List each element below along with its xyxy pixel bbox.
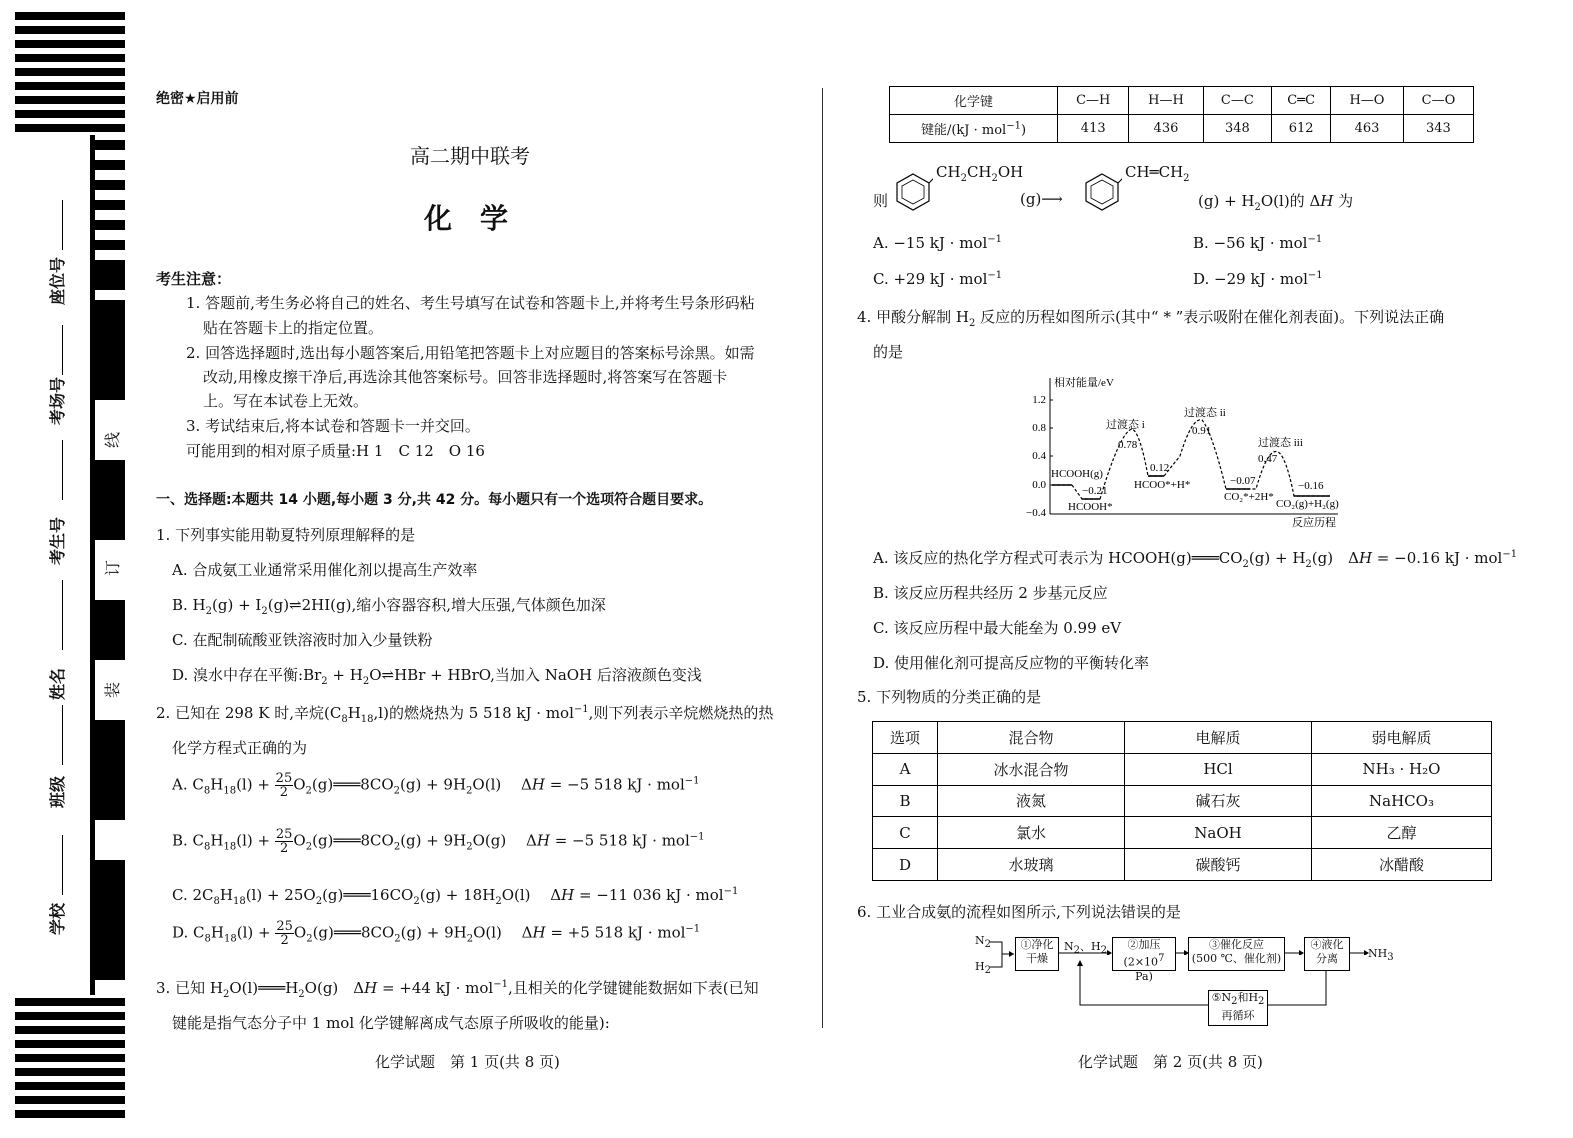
intermediate-label: HCOO*+H*: [1134, 479, 1191, 491]
table-cell: 碱石灰: [1125, 785, 1312, 817]
substituent-ethanol: $CH_2CH_2OH$: [936, 163, 1024, 184]
table-header-cell: 弱电解质: [1312, 722, 1492, 754]
y-tick-label: 0.4: [1032, 450, 1046, 462]
q3-option-c: C. +29 kJ · mol$^{-1}$: [873, 270, 1003, 288]
q3-option-a-text: A. −15 kJ · mol: [873, 234, 988, 252]
table-header-cell: C—H: [1058, 87, 1129, 115]
q3-option-c-text: C. +29 kJ · mol: [873, 270, 988, 288]
q2-stem-text: 2. 已知在 298 K 时,辛烷(C: [156, 704, 342, 722]
reaction-arrow: (g)⟶: [1020, 190, 1063, 208]
field-line: [62, 440, 63, 500]
name-label: 姓名: [48, 667, 67, 700]
class-label: 班级: [48, 775, 67, 808]
table-cell: 436: [1129, 115, 1203, 143]
x-axis-label: 反应历程: [1292, 517, 1336, 529]
q4-option-c: C. 该反应历程中最大能垒为 0.99 eV: [873, 619, 1122, 637]
ts1-value: 0.78: [1118, 439, 1138, 451]
substituent-vinyl: $CH═CH_2$: [1125, 163, 1190, 184]
ts2-value: 0.91: [1192, 425, 1212, 437]
notice-line: 2. 回答选择题时,选出每小题答案后,用铅笔把答题卡上对应题目的答案标号涂黑。如需: [186, 344, 755, 362]
table-cell: NaHCO₃: [1312, 785, 1492, 817]
y-tick-label: −0.4: [1026, 507, 1046, 519]
y-axis-label: 相对能量/eV: [1054, 377, 1114, 389]
table-cell: 氯水: [938, 817, 1125, 849]
q1-option-c: C. 在配制硫酸亚铁溶液时加入少量铁粉: [172, 631, 433, 649]
table-cell: 413: [1058, 115, 1129, 143]
candidate-number-label: 考生号: [48, 516, 67, 565]
notice-line: 3. 考试结束后,将本试卷和答题卡一并交回。: [186, 417, 480, 435]
recycle-box: $⑤N_2$和$H_2$ 再循环: [1208, 990, 1268, 1026]
table-cell: 乙醇: [1312, 817, 1492, 849]
table-row: [890, 87, 1474, 115]
separate-label: 分离: [1316, 952, 1338, 965]
recycle-loop-arrow: [1072, 960, 1334, 1010]
feed-h2: $H_2$: [975, 960, 991, 977]
field-line: [62, 580, 63, 650]
q3-option-d-text: D. −29 kJ · mol: [1193, 270, 1308, 288]
product-nh3: $NH_3$: [1368, 947, 1394, 964]
table-header-cell: 混合物: [938, 722, 1125, 754]
reaction-suffix: $(g) + H_2O(l)$的 ΔH 为: [1198, 192, 1354, 213]
table-cell: B: [873, 785, 938, 817]
field-line: [62, 835, 63, 895]
table-row: [873, 817, 1492, 849]
reaction-label: ③催化反应: [1209, 938, 1264, 951]
notice-title: 考生注意：: [156, 270, 232, 288]
table-row: [873, 785, 1492, 817]
table-row: [873, 722, 1492, 754]
table-header-cell: C—C: [1203, 87, 1272, 115]
table-cell: 348: [1203, 115, 1272, 143]
reactant-label: HCOOH(g): [1051, 468, 1103, 480]
page-1-footer: 化学试题 第 1 页(共 8 页): [375, 1053, 560, 1071]
table-header-cell: 化学键: [890, 87, 1058, 115]
table-cell: 冰水混合物: [938, 753, 1125, 785]
field-line: [62, 200, 63, 250]
section-heading: 一、选择题:本题共 14 小题,每小题 3 分,共 42 分。每小题只有一个选项符合题目要求。: [156, 492, 713, 508]
table-cell: 水玻璃: [938, 849, 1125, 881]
ts2-label: 过渡态 ii: [1184, 407, 1226, 419]
table-row: [873, 753, 1492, 785]
subject-title: 化 学: [424, 202, 509, 235]
table-header-cell: C═C: [1272, 87, 1331, 115]
q3-stem-line2: 键能是指气态分子中 1 mol 化学键解离成气态原子所吸收的能量):: [172, 1014, 610, 1032]
q1-option-b: B. $H_2(g)$ + $I_2(g)\rightleftharpoons 2HI(g)$,缩小容器容积,增大压强,气体颜色加深: [172, 596, 606, 617]
q6-stem: 6. 工业合成氨的流程如图所示,下列说法错误的是: [857, 903, 1181, 921]
q2-stem-line2: 化学方程式正确的为: [172, 739, 308, 757]
purify-label: ①净化: [1020, 938, 1054, 951]
q3-stem: 3. 已知 $H_2O(l)═══H_2O(g)$ ΔH = +44 kJ · mol$^{-1}$,且相关的化学键键能数据如下表(已知: [156, 979, 759, 1000]
dry-label: 干燥: [1026, 952, 1048, 965]
feed-merge-arrow: [988, 935, 1016, 975]
table-cell: 冰醋酸: [1312, 849, 1492, 881]
q2-option-a: A. $C_8H_{18}(l)$ + $\frac{25}{2}$ $O_2(g)═══8CO_2(g) + 9H_2O(l)$ ΔH = −5 518 kJ · mol$^{-1}$: [172, 771, 700, 800]
ts1-label: 过渡态 i: [1106, 419, 1145, 431]
table-cell: 612: [1272, 115, 1331, 143]
field-line: [62, 325, 63, 375]
q1-stem: 1. 下列事实能用勒夏特列原理解释的是: [156, 526, 416, 544]
q3-option-b: B. −56 kJ · mol$^{-1}$: [1193, 234, 1323, 252]
table-header-cell: 选项: [873, 722, 938, 754]
table-cell: 343: [1403, 115, 1473, 143]
q1-option-d: D. 溴水中存在平衡$:Br_2$ + $H_2O\rightleftharpoons HBr$ + HBrO,当加入 NaOH 后溶液颜色变浅: [172, 666, 702, 687]
exam-title: 高二期中联考: [410, 144, 530, 168]
adsorbed-value: −0.21: [1082, 485, 1108, 497]
compress-label: ②加压: [1127, 938, 1161, 951]
co2-adsorbed-label: CO₂*+2H*: [1224, 491, 1274, 503]
flow-arrow: [1058, 945, 1112, 955]
page-divider: [822, 88, 823, 1028]
q3-option-b-text: B. −56 kJ · mol: [1193, 234, 1308, 252]
recycle-label: 再循环: [1221, 1009, 1255, 1023]
seal-mark-line: 线: [103, 431, 122, 448]
field-line: [62, 705, 63, 765]
table-header-cell: 电解质: [1125, 722, 1312, 754]
product-label: CO₂(g)+H₂(g): [1276, 498, 1339, 510]
table-header-cell: H—O: [1331, 87, 1404, 115]
notice-line: 1. 答题前,考生务必将自己的姓名、考生号填写在试卷和答题卡上,并将考生号条形码粘: [186, 294, 755, 312]
table-row: [890, 115, 1474, 143]
q4-stem: 4. 甲酸分解制 $H_2$ 反应的历程如图所示(其中“ * ”表示吸附在催化剂表面)。下列说法正确: [857, 308, 1445, 329]
table-header-cell: C—O: [1403, 87, 1473, 115]
table-cell: 碳酸钙: [1125, 849, 1312, 881]
seat-number-label: 座位号: [48, 256, 67, 305]
q3-option-a: A. −15 kJ · mol$^{-1}$: [873, 234, 1003, 252]
q4-option-b: B. 该反应历程共经历 2 步基元反应: [873, 584, 1108, 602]
intermediate-value: 0.12: [1150, 462, 1170, 474]
classification-table: [872, 721, 1492, 881]
q3-reaction-prefix: 则: [873, 192, 889, 210]
q4-option-d: D. 使用催化剂可提高反应物的平衡转化率: [873, 654, 1150, 672]
y-tick-label: 1.2: [1032, 394, 1046, 406]
liquefy-label: ④液化: [1310, 938, 1344, 951]
table-cell: 液氮: [938, 785, 1125, 817]
table-cell: HCl: [1125, 753, 1312, 785]
school-label: 学校: [48, 902, 67, 935]
bond-energy-unit: 键能/(kJ · mol: [920, 123, 1007, 138]
benzene-ring-icon: [1082, 168, 1122, 216]
table-header-cell: H—H: [1129, 87, 1203, 115]
table-row: [873, 849, 1492, 881]
flow-arrow: [1284, 945, 1304, 955]
compress-box: ②加压 ($2\times 10^7$ Pa): [1112, 937, 1176, 971]
notice-line: 上。写在本试卷上无效。: [203, 392, 369, 410]
table-cell: 463: [1331, 115, 1404, 143]
room-number-label: 考场号: [48, 376, 67, 425]
secret-label: 绝密★启用前: [156, 91, 239, 107]
table-cell: A: [873, 753, 938, 785]
flow-arrow: [1175, 945, 1189, 955]
benzene-ring-icon: [893, 168, 933, 216]
adsorbed-label: HCOOH*: [1068, 501, 1113, 513]
q1-option-a: A. 合成氨工业通常采用催化剂以提高生产效率: [172, 561, 478, 579]
ts3-label: 过渡态 iii: [1258, 437, 1303, 449]
product-value: −0.16: [1298, 480, 1324, 492]
q5-stem: 5. 下列物质的分类正确的是: [857, 688, 1042, 706]
q2-option-b: B. $C_8H_{18}(l)$ + $\frac{25}{2}$ $O_2(g)═══8CO_2(g) + 9H_2O(g)$ ΔH = −5 518 kJ · mol$^{-1}$: [172, 827, 705, 856]
atomic-mass-line: 可能用到的相对原子质量:H 1 C 12 O 16: [186, 442, 485, 460]
bond-energy-table: [889, 86, 1474, 143]
feed-n2: $N_2$: [975, 934, 991, 951]
table-row-label: 键能/(kJ · mol$^{-1}$): [890, 115, 1058, 143]
q2-option-c: C. $2C_8H_{18}(l)$ + $25O_2(g)═══16CO_2(g) + 18H_2O(l)$ ΔH = −11 036 kJ · mol$^{-1}$: [172, 886, 739, 907]
q2-option-d: D. $C_8H_{18}(l)$ + $\frac{25}{2}$ $O_2(g)═══8CO_2(g) + 9H_2O(l)$ ΔH = +5 518 kJ · mol$^{-1}$: [172, 919, 701, 948]
ts3-value: 0.47: [1258, 453, 1278, 465]
purify-box: [1015, 937, 1059, 971]
y-tick-label: 0.0: [1032, 479, 1046, 491]
q4-option-a: A. 该反应的热化学方程式可表示为 $HCOOH(g)═══CO_2(g) + H_2(g)$ ΔH = −0.16 kJ · mol$^{-1}$: [873, 549, 1518, 570]
stream-label: $N_2$、$H_2$: [1064, 940, 1107, 957]
table-cell: C: [873, 817, 938, 849]
flow-arrow: [1349, 945, 1369, 955]
table-cell: NaOH: [1125, 817, 1312, 849]
table-cell: NH₃ · H₂O: [1312, 753, 1492, 785]
q4-stem-line2: 的是: [873, 343, 904, 361]
reaction-condition: (500 ℃、催化剂): [1191, 952, 1282, 965]
table-cell: D: [873, 849, 938, 881]
page-2-footer: 化学试题 第 2 页(共 8 页): [1078, 1053, 1263, 1071]
q3-option-d: D. −29 kJ · mol$^{-1}$: [1193, 270, 1323, 288]
energy-profile-diagram: [1020, 372, 1350, 532]
q2-stem: 2. 已知在 298 K 时,辛烷$(C_8H_{18},l)$的燃烧热为 5 518 kJ · mol$^{-1}$,则下列表示辛烷燃烧热的热: [156, 704, 774, 725]
y-tick-label: 0.8: [1032, 422, 1046, 434]
co2-adsorbed-value: −0.07: [1230, 475, 1256, 487]
seal-mark-bind: 装: [103, 681, 122, 698]
seal-mark-order: 订: [103, 559, 122, 576]
notice-line: 改动,用橡皮擦干净后,再选涂其他答案标号。回答非选择题时,将答案写在答题卡: [203, 368, 728, 386]
notice-line: 贴在答题卡上的指定位置。: [203, 319, 384, 337]
